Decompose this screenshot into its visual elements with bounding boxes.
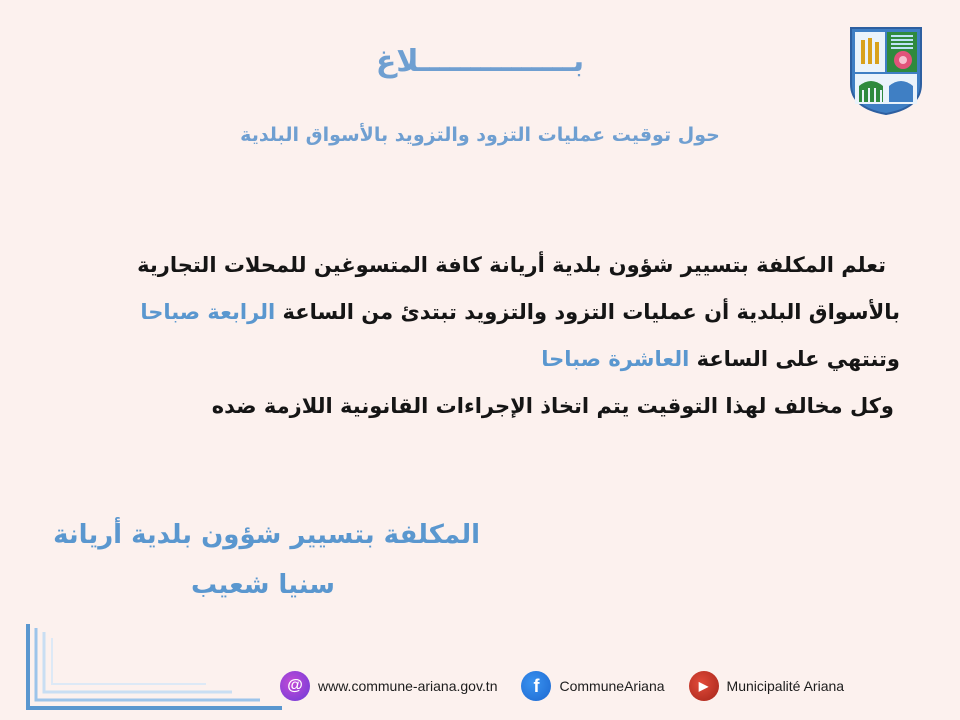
- footer-youtube[interactable]: [689, 671, 845, 701]
- signature-name: سنيا شعيب: [191, 570, 335, 600]
- end-time-highlight: العاشرة صباحا: [541, 347, 690, 371]
- signature-block: [40, 510, 480, 610]
- footer-website[interactable]: [280, 671, 497, 701]
- signature-role: المكلفة بتسيير شؤون بلدية أريانة: [53, 520, 480, 550]
- at-sign-icon: @: [280, 671, 310, 701]
- start-time-highlight: الرابعة صباحا: [140, 300, 276, 324]
- footer-facebook[interactable]: [521, 671, 664, 701]
- municipality-crest-logo: [849, 26, 923, 116]
- facebook-link[interactable]: CommuneAriana: [559, 678, 665, 694]
- body-line-2: [60, 289, 900, 336]
- announcement-body: [60, 242, 900, 430]
- youtube-icon: ▶: [689, 671, 719, 701]
- body-line-3: [60, 336, 900, 383]
- footer-links: [280, 668, 920, 704]
- body-line-3-text: وتنتهي على الساعة: [689, 347, 900, 371]
- corner-decoration: [20, 618, 290, 714]
- body-line-2-text: بالأسواق البلدية أن عمليات التزود والتزويد تبتدئ من الساعة: [275, 300, 900, 324]
- youtube-link[interactable]: Municipalité Ariana: [726, 678, 845, 694]
- facebook-icon: f: [521, 671, 551, 701]
- announcement-subtitle: حول توقيت عمليات التزود والتزويد بالأسواق البلدية: [240, 124, 720, 146]
- body-line-1: تعلم المكلفة بتسيير شؤون بلدية أريانة كافة المتسوغين للمحلات التجارية: [137, 253, 886, 277]
- announcement-title: بـــــــــــــــلاغ: [375, 44, 585, 79]
- body-line-4: وكل مخالف لهذا التوقيت يتم اتخاذ الإجراءات القانونية اللازمة ضده: [211, 394, 894, 418]
- website-link[interactable]: www.commune-ariana.gov.tn: [318, 678, 498, 694]
